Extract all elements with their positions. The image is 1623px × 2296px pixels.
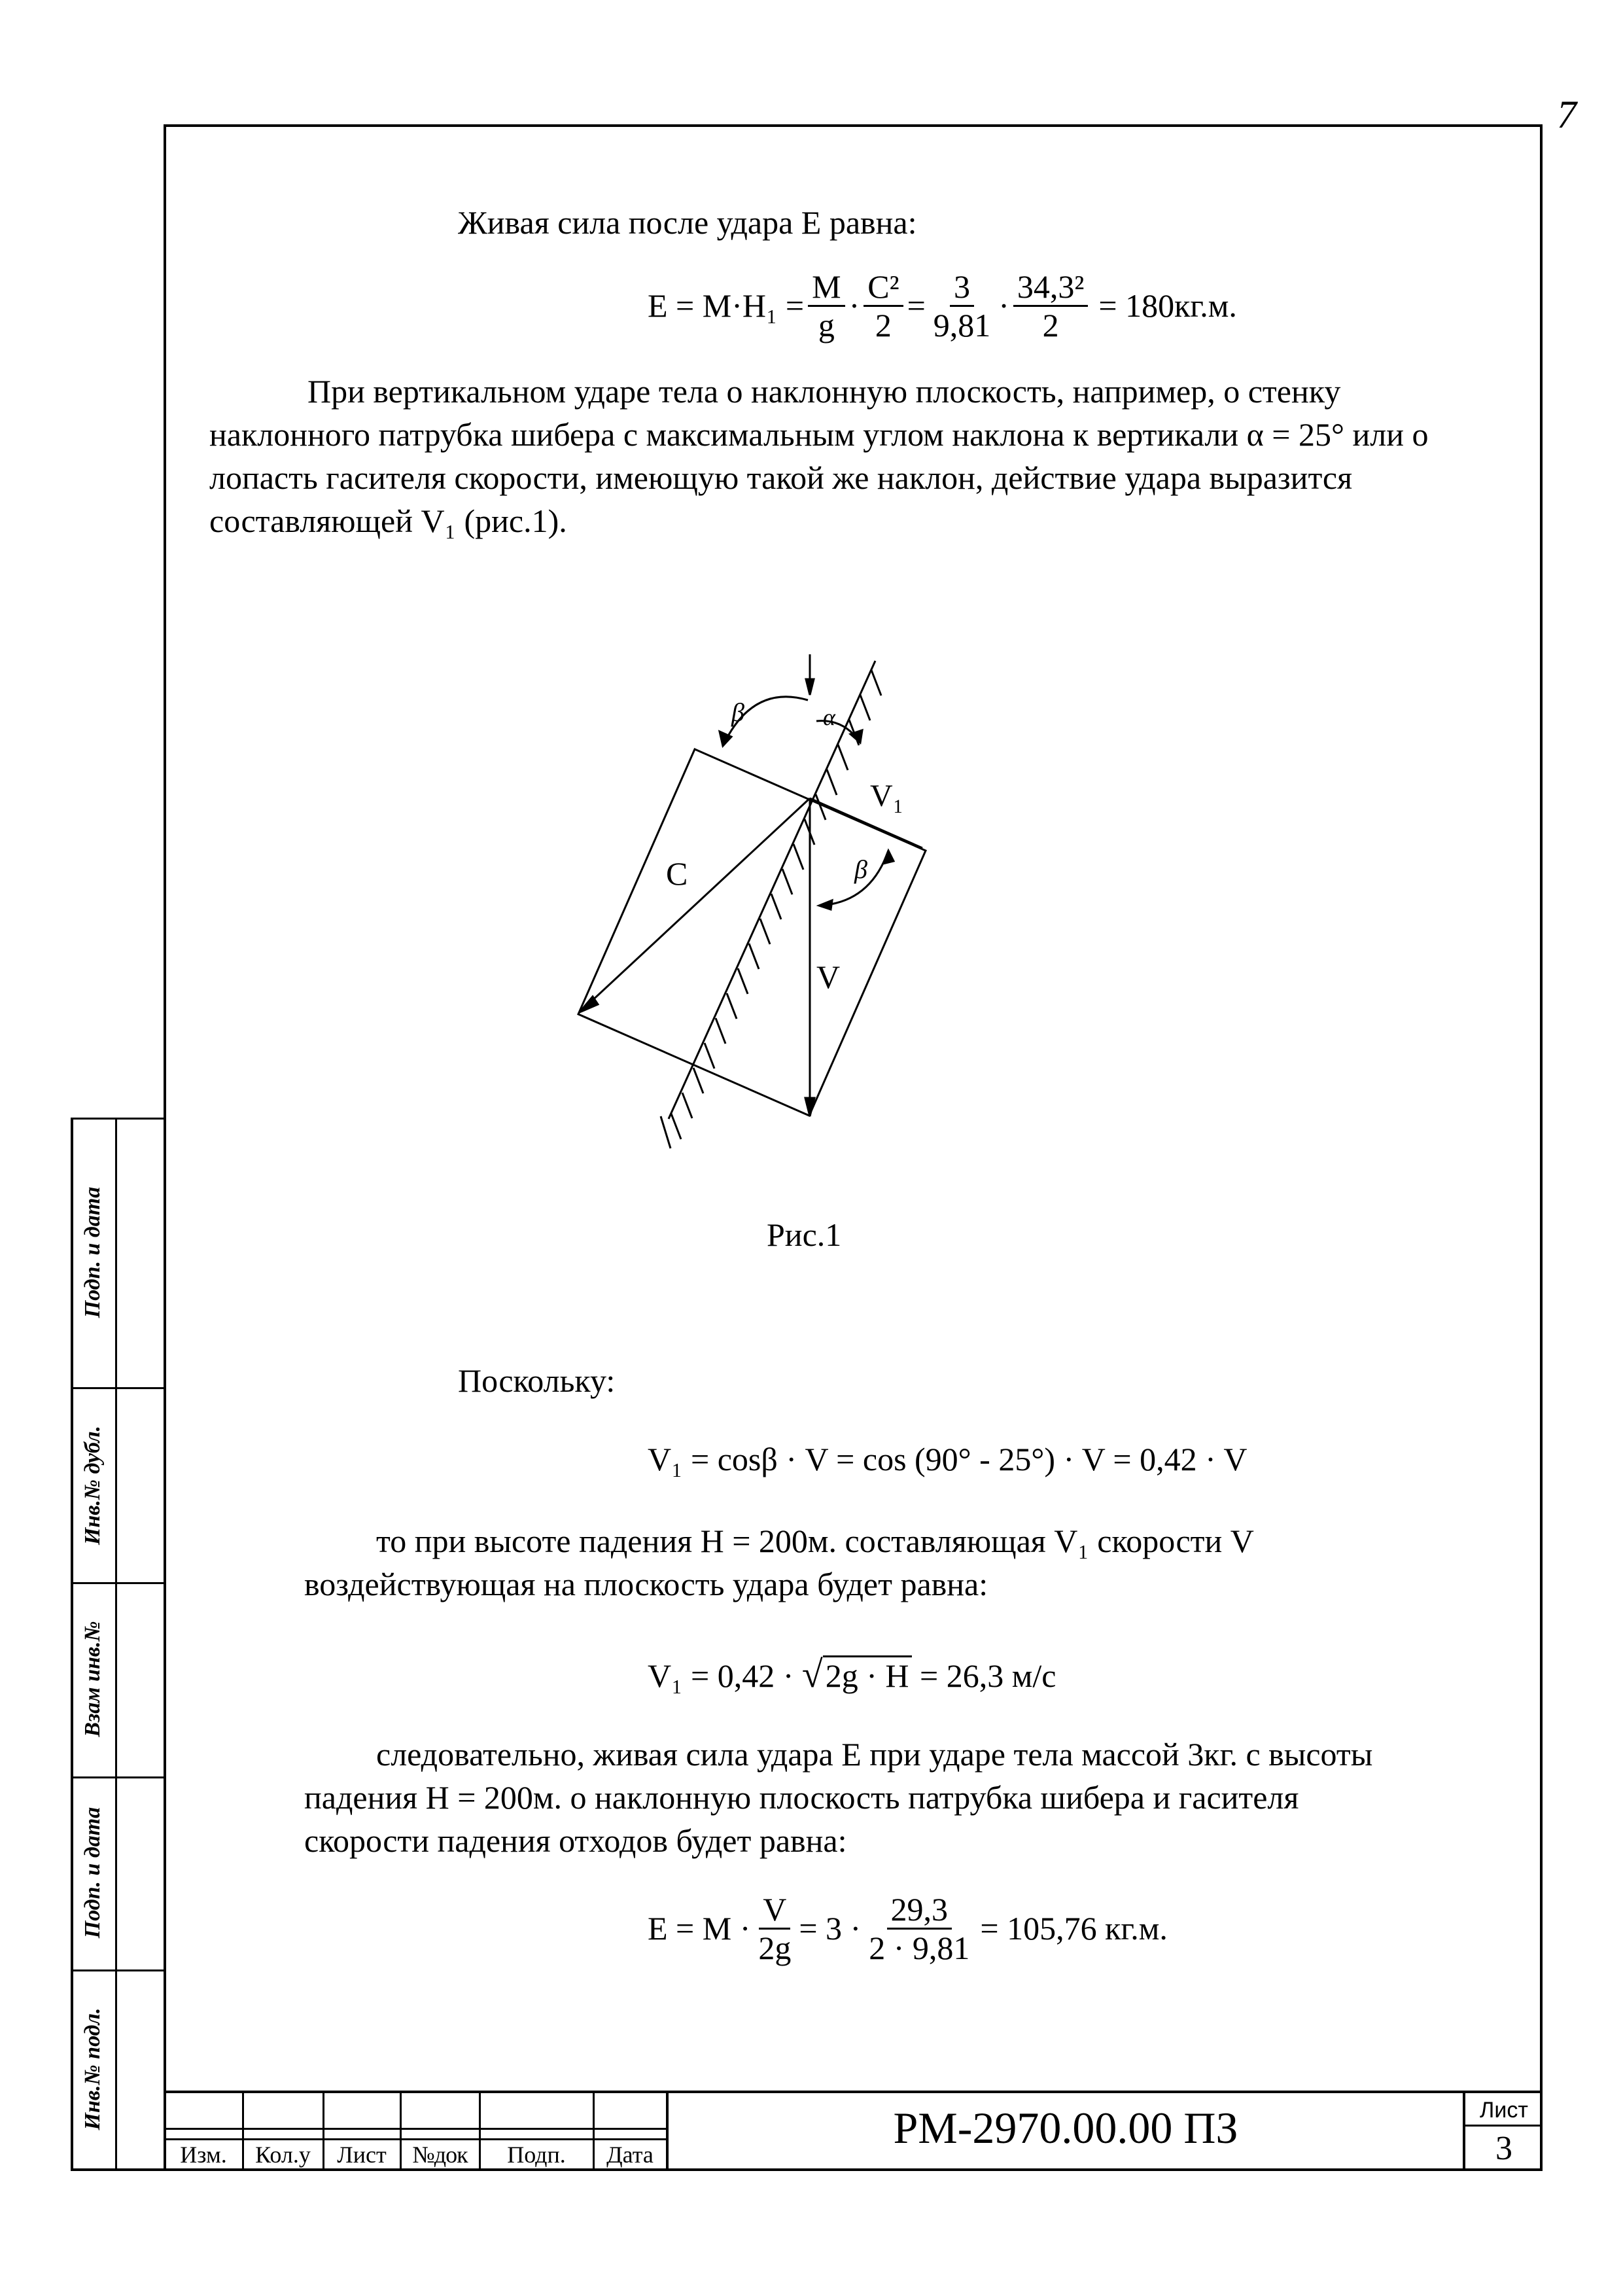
stamp-sign-date-1: Подп. и дата xyxy=(80,1186,105,1318)
page-corner-mark: 7 xyxy=(1557,93,1577,136)
label-c: С xyxy=(666,855,688,892)
figure-caption: Рис.1 xyxy=(767,1216,842,1253)
label-alpha: α xyxy=(823,704,835,730)
figure-impact-diagram xyxy=(556,648,935,1217)
formula-v1-value: V₁ = 0,42 · √2g · H = 26,3 м/с xyxy=(648,1653,1056,1695)
label-v1: V₁ xyxy=(870,779,904,813)
wall-hatching xyxy=(661,670,881,1148)
frame-left xyxy=(164,124,166,2171)
tb-col-date: Дата xyxy=(606,2142,654,2168)
tb-col-signature: Подп. xyxy=(507,2142,566,2168)
formula-v1-cos: V₁ = cosβ · V = cos (90° - 25°) · V = 0,42 · V xyxy=(648,1441,1248,1477)
tb-col-change: Изм. xyxy=(180,2142,227,2168)
frame-bottom xyxy=(71,2168,1543,2171)
paragraph-fall-height: то при высоте падения Н = 200м. составляющая V₁ скорости V воздействующая на плоскость удара будет равна: xyxy=(304,1523,1253,1602)
intro-line: Живая сила после удара Е равна: xyxy=(458,204,917,241)
paragraph-inclined-impact: При вертикальном ударе тела о наклонную плоскость, например, о стенку наклонного патрубка шибера с максимальным углом наклона к вертикали α = 25° или о лопасть гасителя скорости, имеющую такой же наклон, действие удара выразится составляющей V₁ (рис.1). xyxy=(209,373,1429,539)
stamp-original-inv: Инв.№ подл. xyxy=(80,2007,105,2130)
stamp-replace-inv: Взам инв.№ xyxy=(80,1621,105,1737)
formula-live-force-result: Е = М · $\frac{V}{2g}$ = 3 · $\frac{29,3}{2 \cdot 9,81}$ = 105,76 кг.м. xyxy=(648,1890,1168,1966)
tb-col-qty: Кол.у xyxy=(255,2142,311,2168)
arc-beta-mid xyxy=(819,851,888,906)
label-beta-top: β xyxy=(731,698,744,727)
frame-right xyxy=(1540,124,1543,2171)
stamp-duplicate-inv: Инв.№ дубл. xyxy=(80,1425,105,1545)
vector-v1 xyxy=(810,798,922,848)
since-line: Поскольку: xyxy=(458,1362,616,1399)
stamp-sign-date-2: Подп. и дата xyxy=(80,1807,105,1939)
formula-live-force: Е = М·Н₁ = $\frac{М}{g}$ · $\frac{\text{С²}}{2}$ = $\frac{3}{9,81}$ · $\frac{\text{34,3²}}{2}$ = 180кг.м. xyxy=(648,268,1237,344)
document-designation: РМ-2970.00.00 ПЗ xyxy=(893,2103,1238,2153)
sheet-number: 3 xyxy=(1495,2130,1512,2167)
sheet-label: Лист xyxy=(1480,2098,1528,2123)
inclined-wall xyxy=(669,661,875,1119)
label-beta-mid: β xyxy=(854,855,867,884)
tb-col-docnum: №док xyxy=(412,2142,468,2168)
tb-col-sheet: Лист xyxy=(337,2142,387,2168)
label-v: V xyxy=(816,959,841,995)
paragraph-conclusion: следовательно, живая сила удара Е при ударе тела массой 3кг. с высоты падения Н = 200м. о наклонную плоскость патрубка шибера и гасителя скорости падения отходов будет равна: xyxy=(304,1736,1373,1859)
frame-top xyxy=(164,124,1543,127)
